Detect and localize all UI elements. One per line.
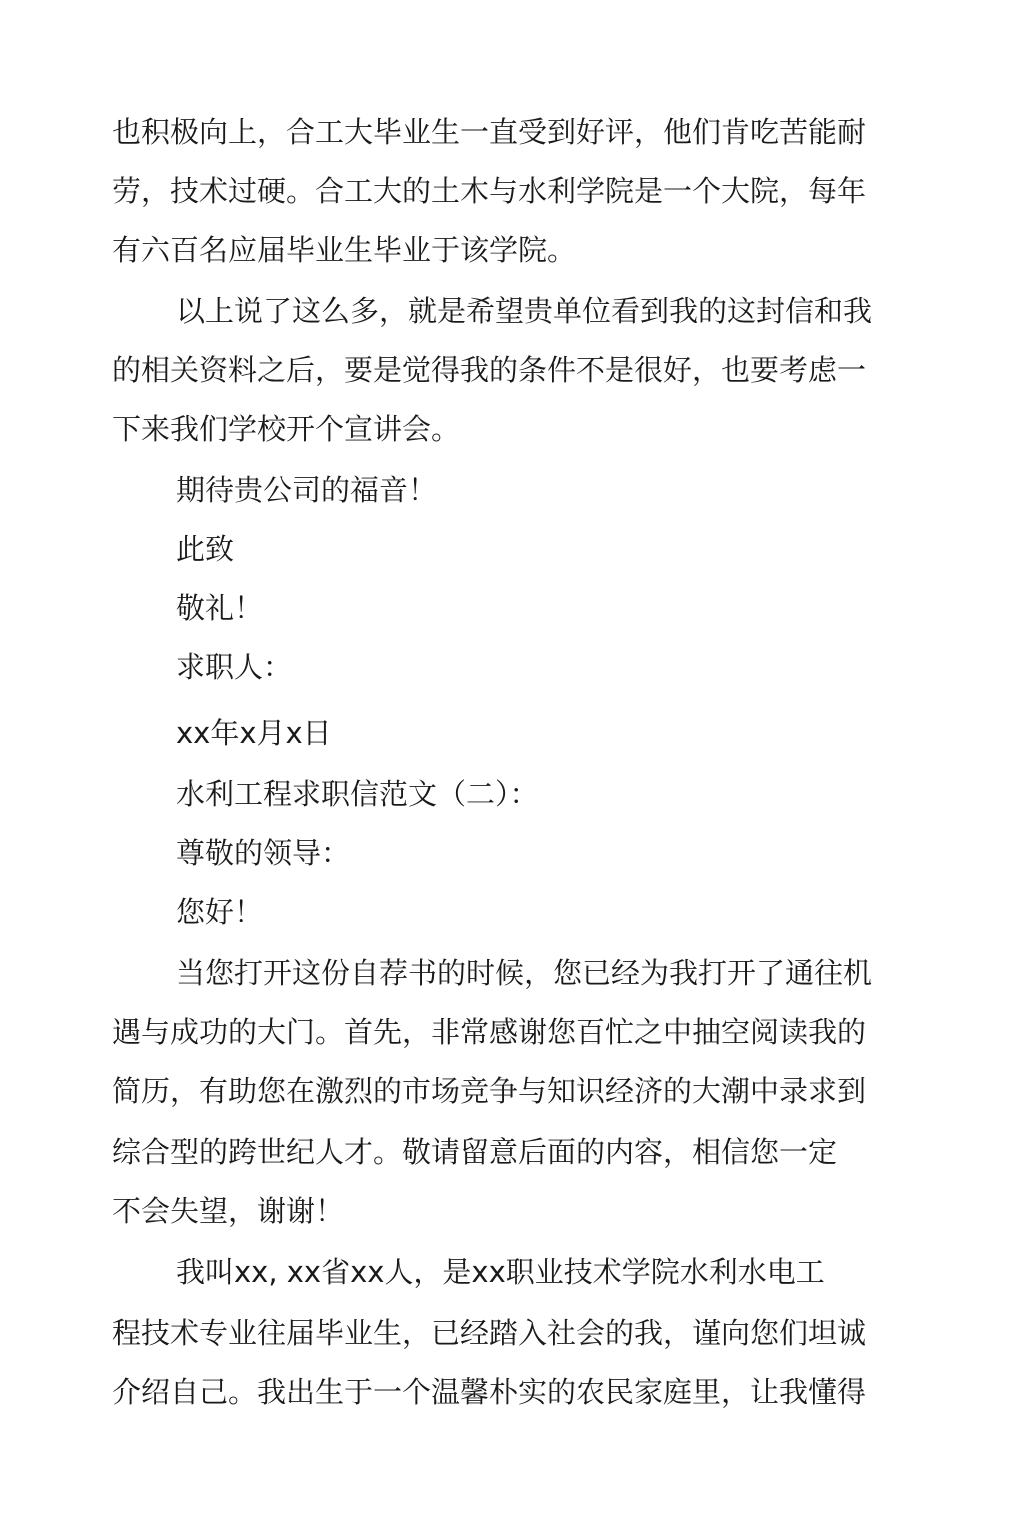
text-line: 也积极向上，合工大毕业生一直受到好评，他们肯吃苦能耐 bbox=[112, 115, 867, 149]
text-line: 不会失望，谢谢！ bbox=[112, 1194, 345, 1228]
text-line: 期待贵公司的福音！ bbox=[176, 473, 438, 507]
text-line: 您好！ bbox=[176, 895, 264, 929]
text-line: 遇与成功的大门。首先，非常感谢您百忙之中抽空阅读我的 bbox=[112, 1015, 867, 1049]
text-line: 介绍自己。我出生于一个温馨朴实的农民家庭里，让我懂得 bbox=[112, 1375, 867, 1409]
text-line: 我叫xx, xx省xx人，是xx职业技术学院水利水电工 bbox=[176, 1255, 825, 1289]
text-line: 此致 bbox=[176, 532, 235, 566]
text-line: 当您打开这份自荐书的时候，您已经为我打开了通往机 bbox=[176, 956, 873, 990]
date-line: xx年x月x日 bbox=[176, 716, 332, 750]
text-line: 综合型的跨世纪人才。敬请留意后面的内容，相信您一定 bbox=[112, 1135, 838, 1169]
text-line: 敬礼！ bbox=[176, 591, 264, 625]
text-line: 尊敬的领导： bbox=[176, 836, 351, 870]
text-line: 下来我们学校开个宣讲会。 bbox=[112, 412, 461, 446]
text-line: 求职人： bbox=[176, 650, 293, 684]
text-line: 的相关资料之后，要是觉得我的条件不是很好，也要考虑一 bbox=[112, 353, 867, 387]
section-heading: 水利工程求职信范文（二）： bbox=[176, 777, 539, 811]
text-line: 劳，技术过硬。合工大的土木与水利学院是一个大院，每年 bbox=[112, 174, 867, 208]
text-line: 程技术专业往届毕业生，已经踏入社会的我，谨向您们坦诚 bbox=[112, 1316, 867, 1350]
text-line: 有六百名应届毕业生毕业于该学院。 bbox=[112, 233, 577, 267]
text-line: 简历，有助您在激烈的市场竞争与知识经济的大潮中录求到 bbox=[112, 1074, 867, 1108]
text-line: 以上说了这么多，就是希望贵单位看到我的这封信和我 bbox=[176, 294, 873, 328]
